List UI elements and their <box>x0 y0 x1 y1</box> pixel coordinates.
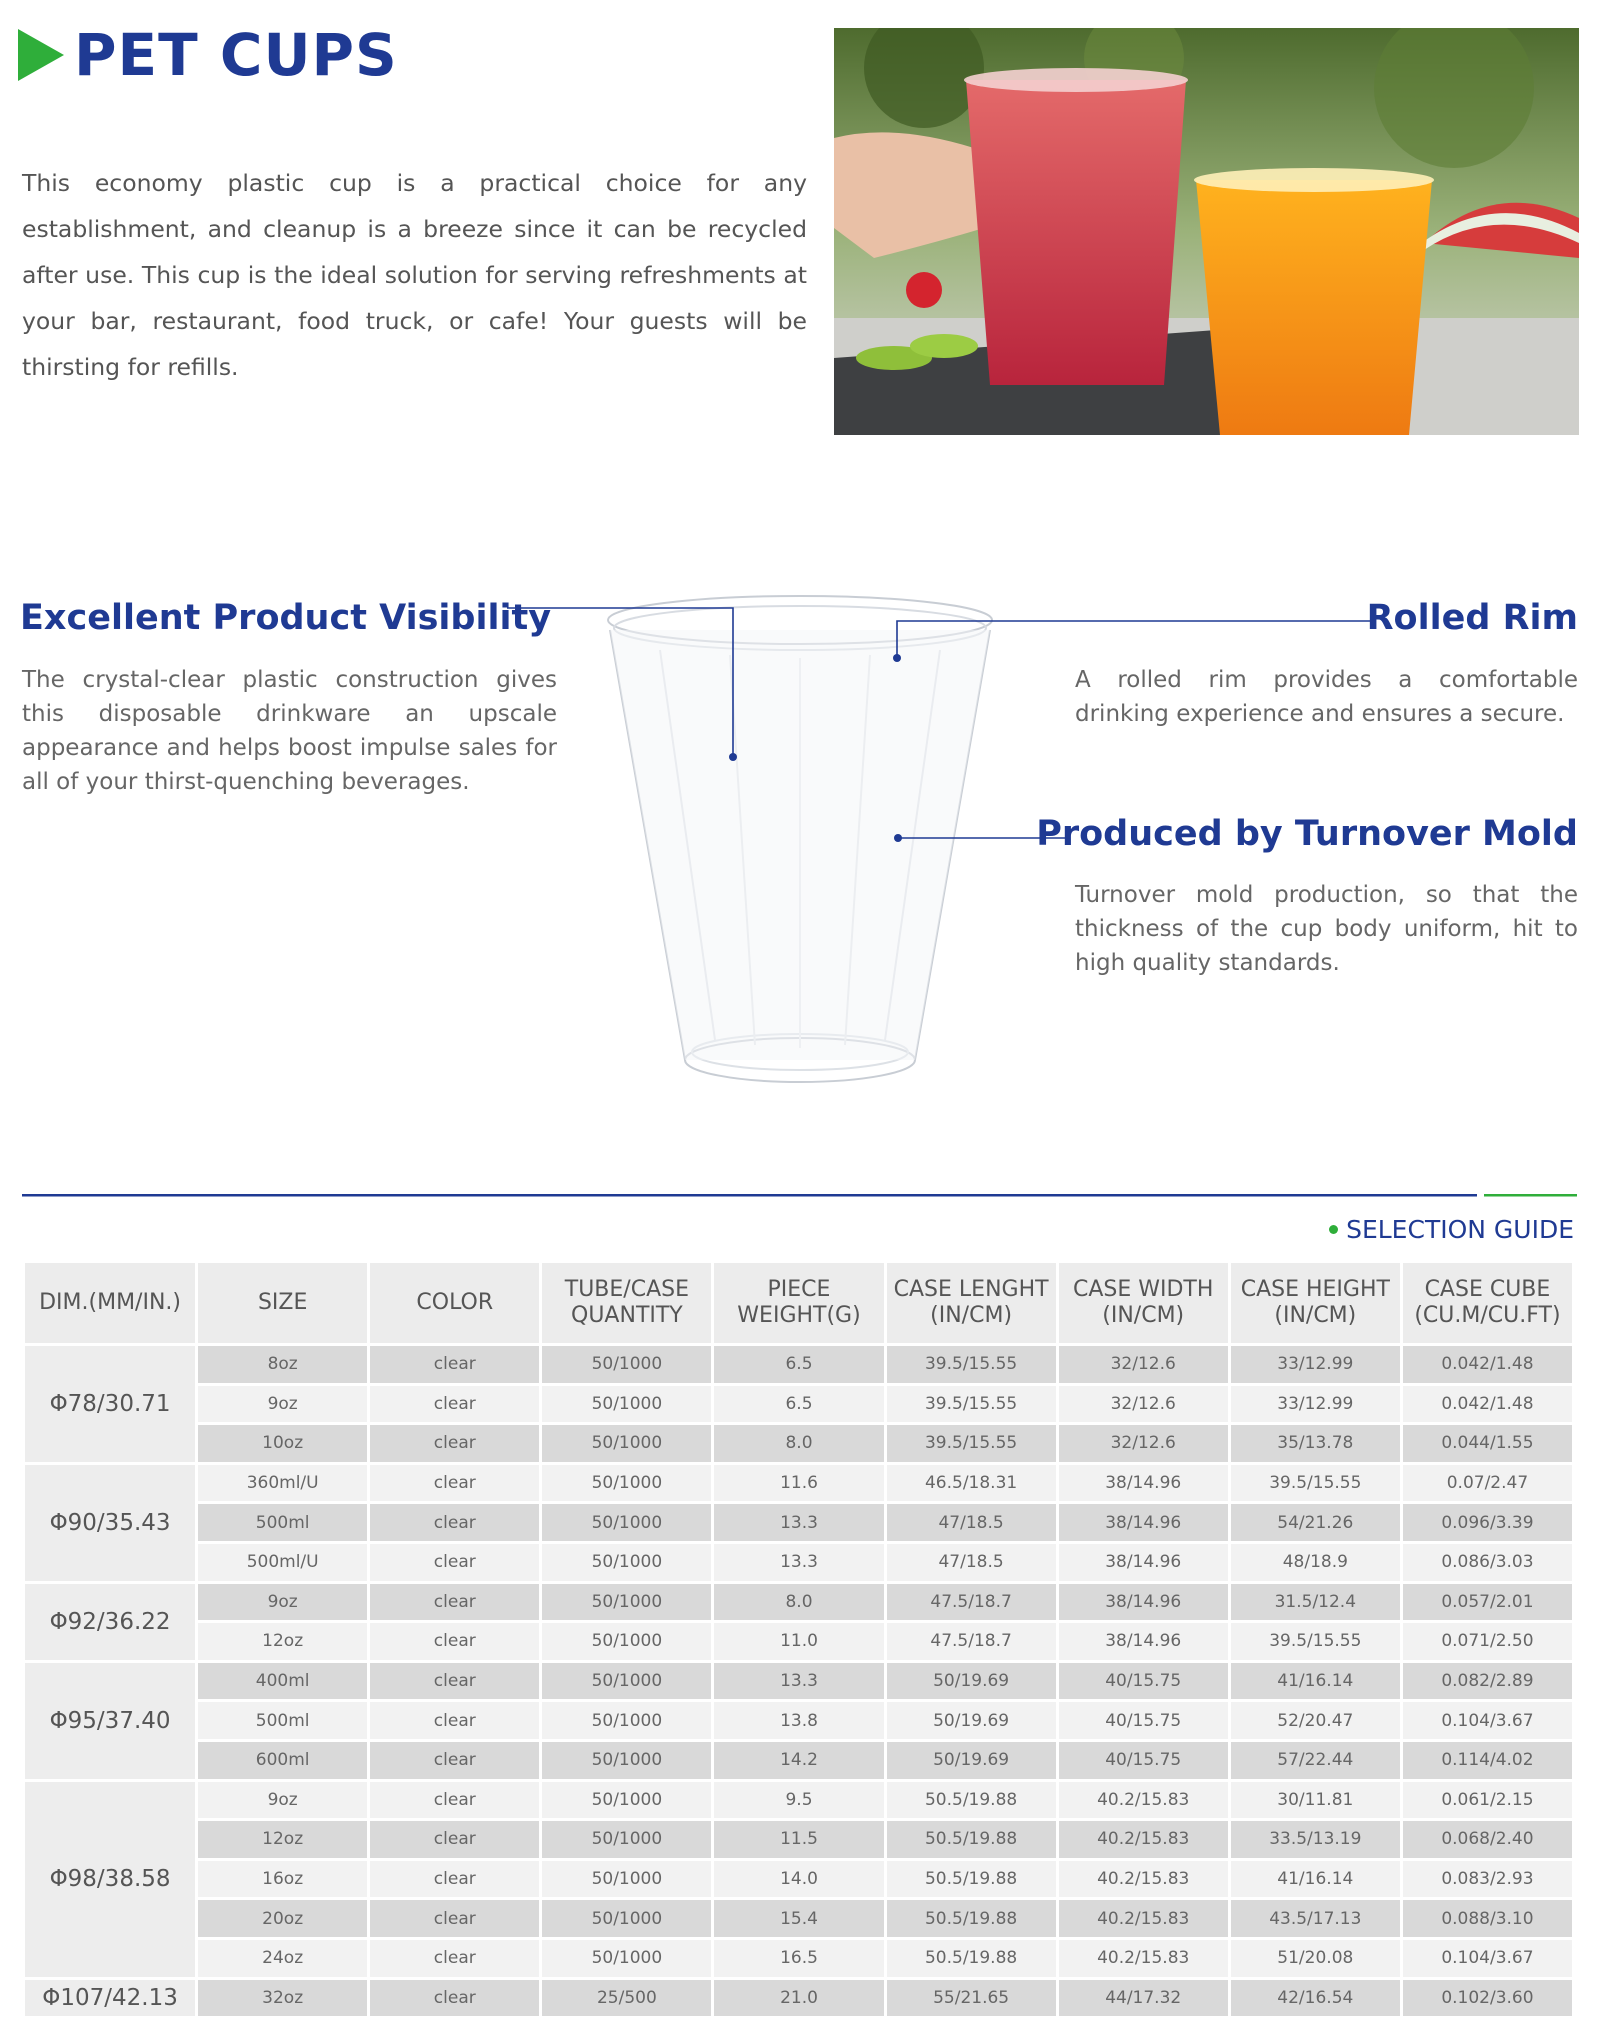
table-cell: 38/14.96 <box>1059 1465 1228 1502</box>
selection-table <box>22 1260 1575 2019</box>
table-cell: 11.0 <box>714 1623 883 1660</box>
column-header: CASE WIDTH (IN/CM) <box>1059 1263 1228 1343</box>
table-cell: 50/19.69 <box>887 1663 1056 1700</box>
table-header-row <box>25 1263 1572 1343</box>
table-row <box>25 1702 1572 1739</box>
table-cell: 40.2/15.83 <box>1059 1900 1228 1937</box>
column-header: DIM.(MM/IN.) <box>25 1263 195 1343</box>
table-row <box>25 1386 1572 1423</box>
feature-text-rim: A rolled rim provides a comfortable drinking experience and ensures a secure. <box>1075 667 1578 727</box>
table-cell: 8oz <box>198 1346 367 1383</box>
table-row <box>25 1742 1572 1779</box>
table-cell: 50/1000 <box>542 1504 711 1541</box>
table-cell: clear <box>370 1386 539 1423</box>
table-cell: clear <box>370 1663 539 1700</box>
table-row <box>25 1821 1572 1858</box>
table-cell: 8.0 <box>714 1425 883 1462</box>
table-cell: 50/1000 <box>542 1861 711 1898</box>
table-cell: 0.114/4.02 <box>1403 1742 1572 1779</box>
table-row <box>25 1544 1572 1581</box>
table-cell: clear <box>370 1980 539 2017</box>
table-cell: 25/500 <box>542 1980 711 2017</box>
table-cell: 0.068/2.40 <box>1403 1821 1572 1858</box>
table-cell: 15.4 <box>714 1900 883 1937</box>
table-cell: 52/20.47 <box>1231 1702 1400 1739</box>
table-row <box>25 1346 1572 1383</box>
hero-photo-smoothies <box>834 28 1579 435</box>
table-row <box>25 1940 1572 1977</box>
table-cell: 39.5/15.55 <box>887 1346 1056 1383</box>
table-cell: 44/17.32 <box>1059 1980 1228 2017</box>
table-cell: 50.5/19.88 <box>887 1900 1056 1937</box>
table-row <box>25 1980 1572 2017</box>
table-cell: 13.8 <box>714 1702 883 1739</box>
table-cell: 500ml <box>198 1504 367 1541</box>
title-row <box>18 21 398 89</box>
table-cell: 50/1000 <box>542 1623 711 1660</box>
table-cell: 50/19.69 <box>887 1702 1056 1739</box>
table-cell: 40/15.75 <box>1059 1663 1228 1700</box>
table-cell: 0.042/1.48 <box>1403 1386 1572 1423</box>
table-cell: 30/11.81 <box>1231 1782 1400 1819</box>
table-cell: 39.5/15.55 <box>1231 1465 1400 1502</box>
feature-heading-rim: Rolled Rim <box>1366 598 1578 638</box>
dimension-cell: Φ107/42.13 <box>25 1980 195 2017</box>
column-header: SIZE <box>198 1263 367 1343</box>
selection-guide-text: SELECTION GUIDE <box>1346 1215 1574 1244</box>
table-cell: 47.5/18.7 <box>887 1584 1056 1621</box>
table-cell: clear <box>370 1821 539 1858</box>
selection-guide-label <box>1329 1215 1574 1244</box>
table-cell: 500ml <box>198 1702 367 1739</box>
table-cell: clear <box>370 1504 539 1541</box>
table-cell: 0.082/2.89 <box>1403 1663 1572 1700</box>
table-cell: 33.5/13.19 <box>1231 1821 1400 1858</box>
table-cell: 9oz <box>198 1386 367 1423</box>
table-cell: 48/18.9 <box>1231 1544 1400 1581</box>
table-cell: 42/16.54 <box>1231 1980 1400 2017</box>
table-row <box>25 1663 1572 1700</box>
column-header: CASE CUBE (CU.M/CU.FT) <box>1403 1263 1572 1343</box>
table-cell: clear <box>370 1346 539 1383</box>
table-cell: 50/1000 <box>542 1663 711 1700</box>
column-header: CASE HEIGHT (IN/CM) <box>1231 1263 1400 1343</box>
dimension-cell: Φ90/35.43 <box>25 1465 195 1581</box>
table-cell: clear <box>370 1425 539 1462</box>
table-cell: clear <box>370 1782 539 1819</box>
table-cell: 50.5/19.88 <box>887 1940 1056 1977</box>
table-cell: 0.104/3.67 <box>1403 1940 1572 1977</box>
table-row <box>25 1425 1572 1462</box>
table-cell: 50/1000 <box>542 1386 711 1423</box>
table-cell: 33/12.99 <box>1231 1386 1400 1423</box>
table-cell: 40/15.75 <box>1059 1702 1228 1739</box>
table-cell: 9oz <box>198 1584 367 1621</box>
table-cell: 40.2/15.83 <box>1059 1940 1228 1977</box>
table-cell: 0.088/3.10 <box>1403 1900 1572 1937</box>
table-row <box>25 1623 1572 1660</box>
table-row <box>25 1861 1572 1898</box>
table-cell: 39.5/15.55 <box>887 1386 1056 1423</box>
table-cell: 50/1000 <box>542 1940 711 1977</box>
table-cell: clear <box>370 1584 539 1621</box>
table-cell: 0.057/2.01 <box>1403 1584 1572 1621</box>
table-cell: 11.5 <box>714 1821 883 1858</box>
table-row <box>25 1465 1572 1502</box>
table-cell: 0.083/2.93 <box>1403 1861 1572 1898</box>
table-cell: 32/12.6 <box>1059 1425 1228 1462</box>
table-cell: 50/1000 <box>542 1742 711 1779</box>
page-title: PET CUPS <box>74 21 398 89</box>
table-cell: 32oz <box>198 1980 367 2017</box>
table-cell: 0.044/1.55 <box>1403 1425 1572 1462</box>
table-cell: 47/18.5 <box>887 1544 1056 1581</box>
table-cell: 38/14.96 <box>1059 1623 1228 1660</box>
table-cell: 500ml/U <box>198 1544 367 1581</box>
table-cell: 13.3 <box>714 1663 883 1700</box>
table-row <box>25 1900 1572 1937</box>
table-cell: 54/21.26 <box>1231 1504 1400 1541</box>
table-cell: 50.5/19.88 <box>887 1821 1056 1858</box>
table-cell: 57/22.44 <box>1231 1742 1400 1779</box>
table-cell: 14.2 <box>714 1742 883 1779</box>
table-cell: 35/13.78 <box>1231 1425 1400 1462</box>
table-cell: 50/1000 <box>542 1782 711 1819</box>
table-cell: 0.042/1.48 <box>1403 1346 1572 1383</box>
table-cell: 20oz <box>198 1900 367 1937</box>
table-cell: 50/1000 <box>542 1465 711 1502</box>
table-cell: 43.5/17.13 <box>1231 1900 1400 1937</box>
table-cell: 33/12.99 <box>1231 1346 1400 1383</box>
column-header: CASE LENGHT (IN/CM) <box>887 1263 1056 1343</box>
table-cell: 50/19.69 <box>887 1742 1056 1779</box>
table-cell: clear <box>370 1900 539 1937</box>
table-cell: 31.5/12.4 <box>1231 1584 1400 1621</box>
table-cell: clear <box>370 1702 539 1739</box>
table-cell: 47.5/18.7 <box>887 1623 1056 1660</box>
table-cell: 46.5/18.31 <box>887 1465 1056 1502</box>
table-cell: clear <box>370 1544 539 1581</box>
table-cell: 32/12.6 <box>1059 1346 1228 1383</box>
table-cell: 24oz <box>198 1940 367 1977</box>
table-cell: clear <box>370 1940 539 1977</box>
table-cell: 10oz <box>198 1425 367 1462</box>
feature-text-mold: Turnover mold production, so that the thickness of the cup body uniform, hit to high quality standards. <box>1075 882 1578 976</box>
table-row <box>25 1584 1572 1621</box>
table-cell: 0.104/3.67 <box>1403 1702 1572 1739</box>
table-cell: 13.3 <box>714 1544 883 1581</box>
table-cell: 9oz <box>198 1782 367 1819</box>
table-cell: 0.096/3.39 <box>1403 1504 1572 1541</box>
dimension-cell: Φ98/38.58 <box>25 1782 195 1977</box>
table-cell: clear <box>370 1623 539 1660</box>
table-cell: 6.5 <box>714 1386 883 1423</box>
table-cell: 400ml <box>198 1663 367 1700</box>
column-header: PIECE WEIGHT(G) <box>714 1263 883 1343</box>
table-cell: 40.2/15.83 <box>1059 1821 1228 1858</box>
intro-paragraph: This economy plastic cup is a practical choice for any establishment, and cleanup is a breeze since it can be recycled after use. This cup is the ideal solution for serving refreshments at your bar, restaurant, food truck, or cafe! Your guests will be thirsting for refills. <box>22 169 807 381</box>
table-cell: 50/1000 <box>542 1346 711 1383</box>
feature-text-visibility: The crystal-clear plastic construction gives this disposable drinkware an upscale appearance and helps boost impulse sales for all of your thirst-quenching beverages. <box>22 667 557 795</box>
play-triangle-icon <box>18 29 64 81</box>
table-cell: 50/1000 <box>542 1584 711 1621</box>
column-header: COLOR <box>370 1263 539 1343</box>
table-cell: 21.0 <box>714 1980 883 2017</box>
dimension-cell: Φ95/37.40 <box>25 1663 195 1779</box>
table-cell: 39.5/15.55 <box>1231 1623 1400 1660</box>
table-cell: 12oz <box>198 1821 367 1858</box>
table-cell: 16oz <box>198 1861 367 1898</box>
table-cell: 12oz <box>198 1623 367 1660</box>
dimension-cell: Φ92/36.22 <box>25 1584 195 1660</box>
table-cell: 38/14.96 <box>1059 1584 1228 1621</box>
table-cell: 50/1000 <box>542 1900 711 1937</box>
table-cell: 51/20.08 <box>1231 1940 1400 1977</box>
table-cell: 39.5/15.55 <box>887 1425 1056 1462</box>
table-cell: 40.2/15.83 <box>1059 1861 1228 1898</box>
table-cell: 38/14.96 <box>1059 1504 1228 1541</box>
table-cell: 14.0 <box>714 1861 883 1898</box>
feature-heading-mold: Produced by Turnover Mold <box>1036 814 1578 854</box>
table-cell: 50/1000 <box>542 1702 711 1739</box>
table-cell: 47/18.5 <box>887 1504 1056 1541</box>
table-cell: 9.5 <box>714 1782 883 1819</box>
table-cell: clear <box>370 1742 539 1779</box>
table-cell: 16.5 <box>714 1940 883 1977</box>
table-cell: 0.102/3.60 <box>1403 1980 1572 2017</box>
column-header: TUBE/CASE QUANTITY <box>542 1263 711 1343</box>
section-divider <box>22 1193 1577 1197</box>
table-cell: 40.2/15.83 <box>1059 1782 1228 1819</box>
table-cell: 0.061/2.15 <box>1403 1782 1572 1819</box>
table-cell: 0.086/3.03 <box>1403 1544 1572 1581</box>
table-cell: 50/1000 <box>542 1544 711 1581</box>
table-row <box>25 1782 1572 1819</box>
table-cell: 41/16.14 <box>1231 1663 1400 1700</box>
table-cell: 40/15.75 <box>1059 1742 1228 1779</box>
table-cell: 360ml/U <box>198 1465 367 1502</box>
bullet-dot-icon <box>1329 1225 1338 1234</box>
table-cell: 600ml <box>198 1742 367 1779</box>
table-cell: clear <box>370 1861 539 1898</box>
table-cell: 0.071/2.50 <box>1403 1623 1572 1660</box>
table-cell: 8.0 <box>714 1584 883 1621</box>
table-cell: 50.5/19.88 <box>887 1861 1056 1898</box>
feature-heading-visibility: Excellent Product Visibility <box>20 598 552 638</box>
dimension-cell: Φ78/30.71 <box>25 1346 195 1462</box>
table-cell: 38/14.96 <box>1059 1544 1228 1581</box>
table-cell: 41/16.14 <box>1231 1861 1400 1898</box>
table-cell: 55/21.65 <box>887 1980 1056 2017</box>
table-cell: 32/12.6 <box>1059 1386 1228 1423</box>
table-cell: 11.6 <box>714 1465 883 1502</box>
table-cell: 50/1000 <box>542 1821 711 1858</box>
table-cell: 13.3 <box>714 1504 883 1541</box>
table-row <box>25 1504 1572 1541</box>
table-cell: 50.5/19.88 <box>887 1782 1056 1819</box>
table-cell: clear <box>370 1465 539 1502</box>
table-cell: 50/1000 <box>542 1425 711 1462</box>
clear-cup-illustration <box>590 590 1010 1090</box>
table-cell: 6.5 <box>714 1346 883 1383</box>
table-cell: 0.07/2.47 <box>1403 1465 1572 1502</box>
